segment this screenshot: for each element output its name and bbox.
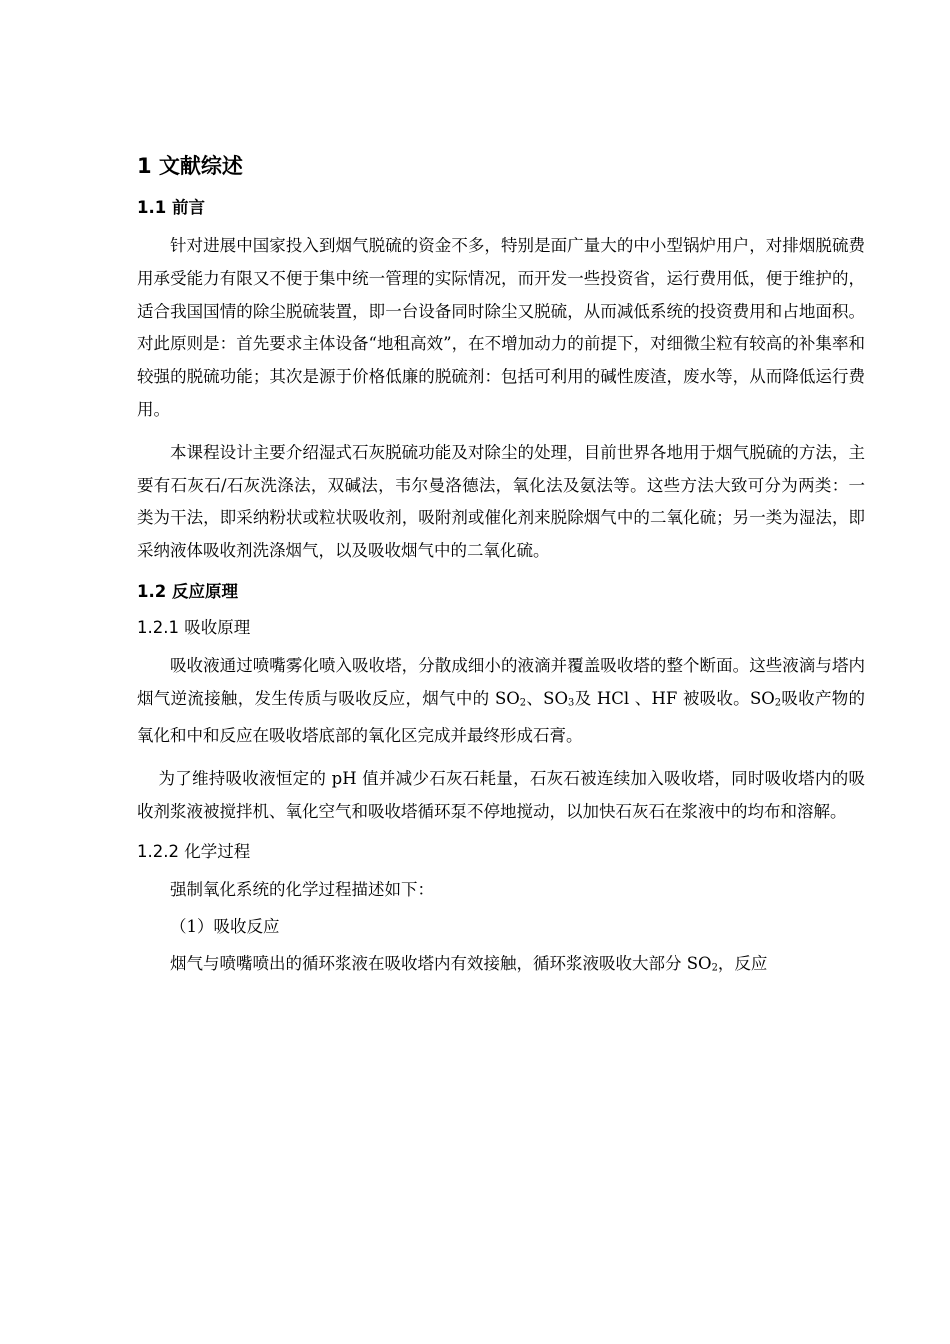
- so2-subscript-3: 2: [711, 962, 718, 974]
- so3-subscript: 3: [567, 697, 575, 709]
- section-1-1-heading: 1.1 前言: [137, 198, 205, 217]
- absorption-text-d: 吸收产物的氧化和中和反应在吸收塔底部的氧化区完成并最终形成石膏。: [137, 688, 866, 746]
- section-1-heading: 1 文献综述: [137, 154, 243, 178]
- absorption-paragraph-2: 为了维持吸收液恒定的 pH 值并减少石灰石耗量，石灰石被连续加入吸收塔，同时吸收塔内的吸收剂浆液被搅拌机、氧化空气和吸收塔循环泵不停地搅动，以加快石灰石在浆液中的均布和溶解。: [137, 768, 865, 821]
- document-page: [137, 150, 865, 995]
- chemical-text-a: 烟气与喷嘴喷出的循环浆液在吸收塔内有效接触，循环浆液吸收大部分 SO: [170, 954, 712, 974]
- chemical-process-intro: 强制氧化系统的化学过程描述如下：: [170, 880, 434, 900]
- absorption-text-b: 、SO: [526, 688, 568, 708]
- absorption-text-a: 吸收液通过喷嘴雾化喷入吸收塔，分散成细小的液滴并覆盖吸收塔的整个断面。这些液滴与塔内烟气逆流接触，发生传质与吸收反应，烟气中的 SO: [137, 655, 865, 708]
- absorption-text-c: 及 HCl 、HF 被吸收。SO: [574, 688, 775, 708]
- section-1-2-2-heading: 1.2.2 化学过程: [137, 842, 251, 862]
- intro-paragraph-1: 针对进展中国家投入到烟气脱硫的资金不多，特别是面广量大的中小型锅炉用户，对排烟脱硫费用承受能力有限又不便于集中统一管理的实际情况，而开发一些投资省，运行费用低，便于维护的，适合我国国情的除尘脱硫装置，即一台设备同时除尘又脱硫，从而减低系统的投资费用和占地面积。对此原则是：首先要求主体设备“地租高效”，在不增加动力的前提下，对细微尘粒有较高的补集率和较强的脱硫功能；其次是源于价格低廉的脱硫剂：包括可利用的碱性废渣，废水等，从而降低运行费用。: [137, 236, 865, 419]
- so2-subscript: 2: [519, 697, 527, 709]
- chemical-text-b: ，反应: [717, 954, 768, 974]
- absorption-paragraph-1: [137, 650, 865, 753]
- intro-paragraph-2: 本课程设计主要介绍湿式石灰脱硫功能及对除尘的处理，目前世界各地用于烟气脱硫的方法，主要有石灰石/石灰洗涤法，双碱法，韦尔曼洛德法，氧化法及氨法等。这些方法大致可分为两类：一类为干法，即采纳粉状或粒状吸收剂，吸附剂或催化剂来脱除烟气中的二氧化硫；另一类为湿法，即采纳液体吸收剂洗涤烟气，以及吸收烟气中的二氧化硫。: [137, 442, 865, 561]
- section-1-2-heading: 1.2 反应原理: [137, 581, 238, 601]
- chemical-process-paragraph: [137, 948, 865, 985]
- so2-subscript-2: 2: [774, 697, 782, 709]
- absorption-reaction-label: （1）吸收反应: [170, 917, 280, 937]
- section-1-2-1-heading: 1.2.1 吸收原理: [137, 617, 251, 637]
